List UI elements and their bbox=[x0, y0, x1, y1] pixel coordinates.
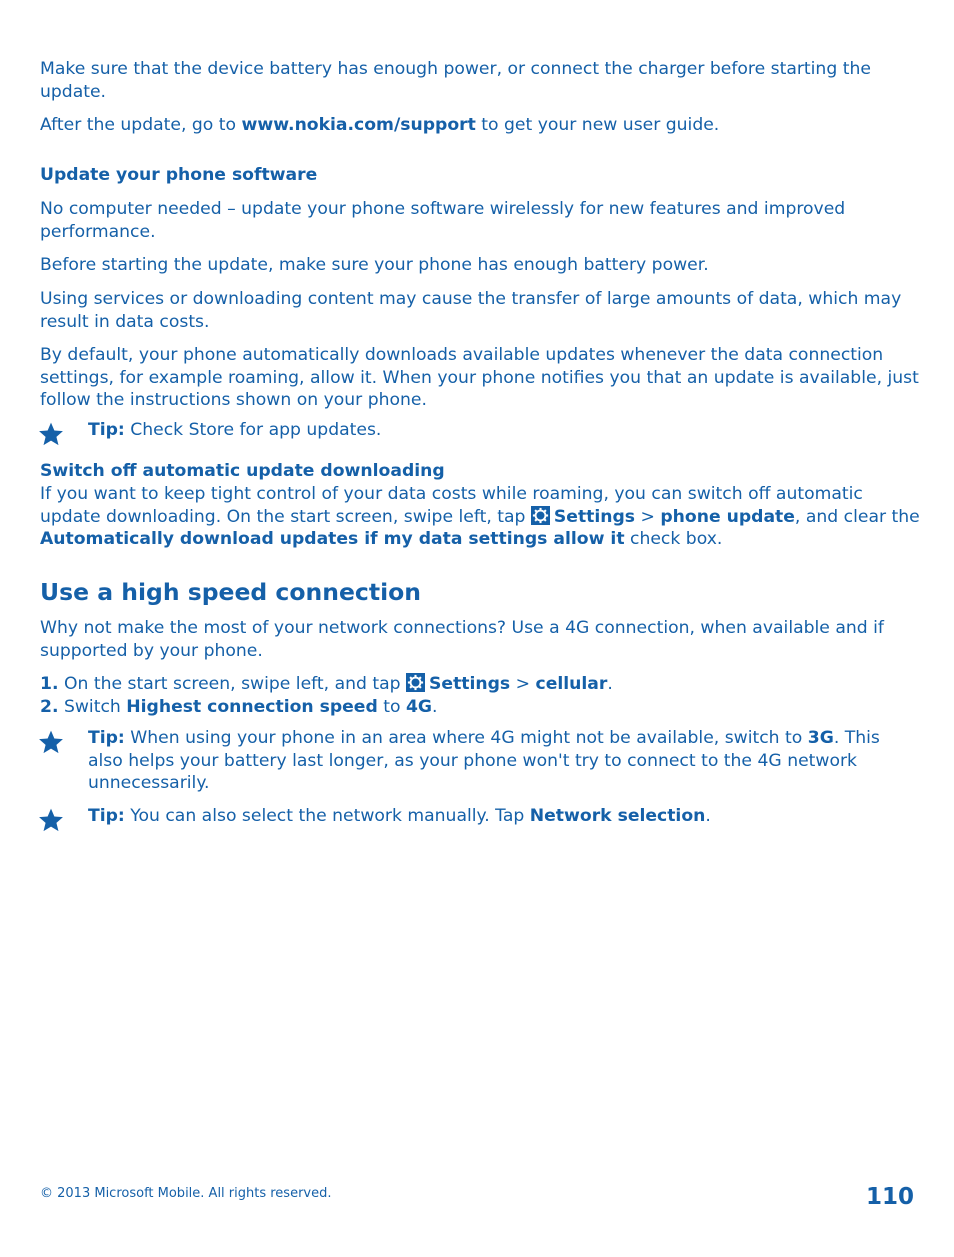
switch-off-heading: Switch off automatic update downloading bbox=[40, 461, 445, 481]
phone-update-label: phone update bbox=[660, 506, 795, 527]
update-paragraph-3: Using services or downloading content may cause the transfer of large amounts of data, which may result in data costs. bbox=[40, 289, 902, 332]
step-1: 1. On the start screen, swipe left, and tap Settings > cellular. bbox=[40, 674, 613, 694]
update-paragraph-2: Before starting the update, make sure your phone has enough battery power. bbox=[40, 255, 709, 275]
settings-gear-icon bbox=[531, 506, 550, 525]
copyright-footer: © 2013 Microsoft Mobile. All rights reserved. bbox=[40, 1186, 332, 1201]
tip-store-updates: Tip: Check Store for app updates. bbox=[40, 419, 920, 442]
star-icon bbox=[38, 421, 64, 447]
battery-note: Make sure that the device battery has enough power, or connect the charger before starting the update. bbox=[40, 59, 871, 102]
update-heading: Update your phone software bbox=[40, 165, 318, 185]
star-icon bbox=[38, 729, 64, 755]
update-paragraph-4: By default, your phone automatically downloads available updates whenever the data connection settings, for example roaming, allow it. When your phone notifies you that an update is available, just follow the instructions shown on your phone. bbox=[40, 345, 919, 410]
tip-network-selection: Tip: You can also select the network manually. Tap Network selection. bbox=[40, 805, 920, 828]
user-guide-note: After the update, go to www.nokia.com/support to get your new user guide. bbox=[40, 115, 720, 135]
step-2: 2. Switch Highest connection speed to 4G. bbox=[40, 697, 438, 717]
settings-label: Settings bbox=[553, 506, 636, 527]
switch-off-paragraph: If you want to keep tight control of your data costs while roaming, you can switch off automatic update downloading. On the start screen, swipe left, tap Settings > phone update, and clear the Automatically download updates if my data settings allow it check box. bbox=[40, 484, 920, 549]
update-paragraph-1: No computer needed – update your phone software wirelessly for new features and improved performance. bbox=[40, 199, 846, 242]
support-link[interactable]: www.nokia.com/support bbox=[241, 115, 476, 135]
high-speed-intro: Why not make the most of your network connections? Use a 4G connection, when available and if supported by your phone. bbox=[40, 618, 884, 661]
auto-download-checkbox-label: Automatically download updates if my data settings allow it bbox=[40, 529, 625, 549]
star-icon bbox=[38, 807, 64, 833]
tip-3g: Tip: When using your phone in an area where 4G might not be available, switch to 3G. This also helps your battery last longer, as your phone won't try to connect to the 4G network unnecessarily. bbox=[40, 727, 920, 795]
high-speed-heading: Use a high speed connection bbox=[40, 578, 422, 606]
settings-gear-icon bbox=[406, 673, 425, 692]
page-number: 110 bbox=[865, 1184, 914, 1210]
